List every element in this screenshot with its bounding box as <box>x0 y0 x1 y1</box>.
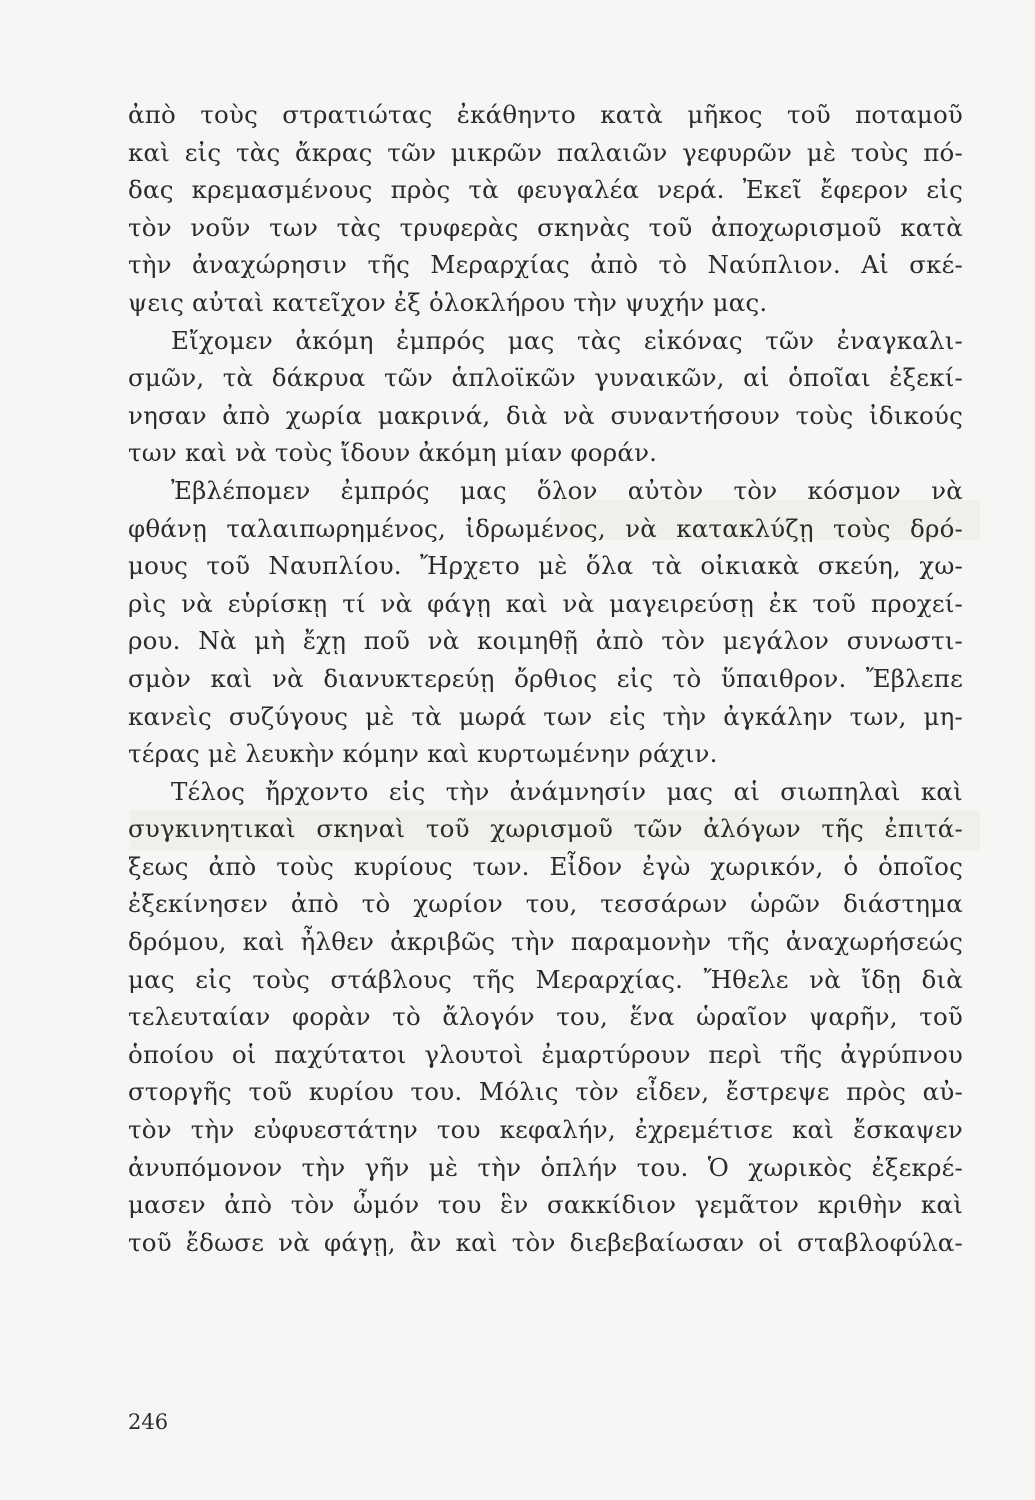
text-line: μασεν ἀπὸ τὸν ὦμόν του ἓν σακκίδιον γεμᾶτον κριθὴν καὶ <box>128 1190 963 1220</box>
text-line: νησαν ἀπὸ χωρία μακρινά, διὰ νὰ συναντήσουν τοὺς ἰδικούς <box>128 400 963 430</box>
text-line: στοργῆς τοῦ κυρίου του. Μόλις τὸν εἶδεν, ἔστρεψε πρὸς αὐ- <box>128 1077 963 1107</box>
text-line: τὸν τὴν εὐφυεστάτην του κεφαλήν, ἐχρεμέτισε καὶ ἔσκαψεν <box>128 1115 963 1145</box>
text-line: τέρας μὲ λευκὴν κόμην καὶ κυρτωμένην ράχιν. <box>128 739 718 769</box>
text-line: τὴν ἀναχώρησιν τῆς Μεραρχίας ἀπὸ τὸ Ναύπλιον. Αἱ σκέ- <box>128 250 963 280</box>
text-line: δας κρεμασμένους πρὸς τὰ φευγαλέα νερά. Ἐκεῖ ἔφερον εἰς <box>128 175 963 205</box>
text-line: συγκινητικαὶ σκηναὶ τοῦ χωρισμοῦ τῶν ἀλόγων τῆς ἐπιτά- <box>128 814 963 844</box>
paragraph-start-line: Εἴχομεν ἀκόμη ἐμπρός μας τὰς εἰκόνας τῶν ἐναγκαλι- <box>171 325 963 355</box>
text-line: τὸν νοῦν των τὰς τρυφερὰς σκηνὰς τοῦ ἀποχωρισμοῦ κατὰ <box>128 212 963 242</box>
paragraph-start-line: Ἐβλέπομεν ἐμπρός μας ὅλον αὐτὸν τὸν κόσμον νὰ <box>171 475 963 505</box>
text-line: τελευταίαν φορὰν τὸ ἄλογόν του, ἕνα ὡραῖον ψαρῆν, τοῦ <box>128 1002 963 1032</box>
text-line: φθάνῃ ταλαιπωρημένος, ἱδρωμένος, νὰ κατακλύζῃ τοὺς δρό- <box>128 513 963 543</box>
text-line: δρόμου, καὶ ἦλθεν ἀκριβῶς τὴν παραμονὴν τῆς ἀναχωρήσεώς <box>128 927 963 957</box>
text-line: ρὶς νὰ εὑρίσκῃ τί νὰ φάγῃ καὶ νὰ μαγειρεύσῃ ἐκ τοῦ προχεί- <box>128 588 963 618</box>
page-number: 246 <box>128 1410 169 1434</box>
text-line: των καὶ νὰ τοὺς ἴδουν ἀκόμη μίαν φοράν. <box>128 438 658 468</box>
text-line: μας εἰς τοὺς στάβλους τῆς Μεραρχίας. Ἤθελε νὰ ἴδῃ διὰ <box>128 964 963 994</box>
text-line: σμῶν, τὰ δάκρυα τῶν ἁπλοϊκῶν γυναικῶν, αἱ ὁποῖαι ἐξεκί- <box>128 363 963 393</box>
text-line: ἐξεκίνησεν ἀπὸ τὸ χωρίον του, τεσσάρων ὡρῶν διάστημα <box>128 889 963 919</box>
paragraph-start-line: Τέλος ἤρχοντο εἰς τὴν ἀνάμνησίν μας αἱ σιωπηλαὶ καὶ <box>171 776 963 806</box>
text-line: τοῦ ἔδωσε νὰ φάγῃ, ἂν καὶ τὸν διεβεβαίωσαν οἱ σταβλοφύλα- <box>128 1227 963 1257</box>
text-line: ψεις αὐταὶ κατεῖχον ἐξ ὁλοκλήρου τὴν ψυχήν μας. <box>128 287 768 317</box>
text-line: ἀνυπόμονον τὴν γῆν μὲ τὴν ὁπλήν του. Ὁ χωρικὸς ἐξεκρέ- <box>128 1152 963 1182</box>
text-line: ρου. Νὰ μὴ ἔχῃ ποῦ νὰ κοιμηθῇ ἀπὸ τὸν μεγάλον συνωστι- <box>128 626 963 656</box>
text-line: μους τοῦ Ναυπλίου. Ἤρχετο μὲ ὅλα τὰ οἰκιακὰ σκεύη, χω- <box>128 551 963 581</box>
text-line: σμὸν καὶ νὰ διανυκτερεύῃ ὄρθιος εἰς τὸ ὕπαιθρον. Ἔβλεπε <box>128 663 963 693</box>
text-line: ξεως ἀπὸ τοὺς κυρίους των. Εἶδον ἐγὼ χωρικόν, ὁ ὁποῖος <box>128 851 963 881</box>
body-text <box>128 96 963 1261</box>
text-line: κανεὶς συζύγους μὲ τὰ μωρά των εἰς τὴν ἀγκάλην των, μη- <box>128 701 963 731</box>
text-line: καὶ εἰς τὰς ἄκρας τῶν μικρῶν παλαιῶν γεφυρῶν μὲ τοὺς πό- <box>128 137 963 167</box>
text-line: ὁποίου οἱ παχύτατοι γλουτοὶ ἐμαρτύρουν περὶ τῆς ἀγρύπνου <box>128 1039 963 1069</box>
text-line: ἀπὸ τοὺς στρατιώτας ἐκάθηντο κατὰ μῆκος τοῦ ποταμοῦ <box>128 100 963 129</box>
